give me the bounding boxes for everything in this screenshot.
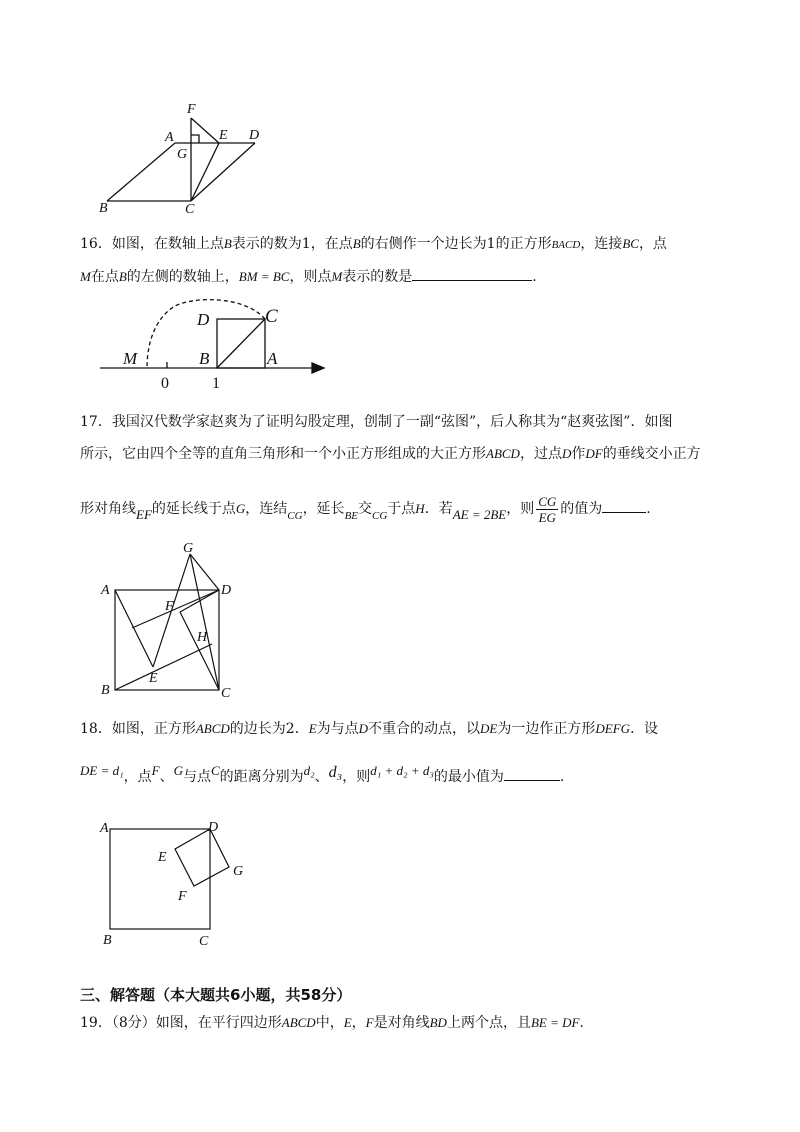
label-G: G [183, 541, 194, 556]
answer-blank-17[interactable] [602, 498, 646, 513]
segment-BH [115, 644, 212, 690]
q17-line-2: 所示，它由四个全等的直角三角形和一个小正方形组成的大正方形ABCD，过点D作DF的垂线交小正方 [80, 446, 701, 462]
segment-AE [115, 590, 153, 667]
q16-line-2: M在点B的左侧的数轴上，BM = BC，则点M表示的数是 . [80, 266, 730, 287]
square-DEFG [175, 829, 229, 886]
label-B: B [199, 349, 210, 368]
segment-CF [180, 612, 219, 690]
label-zero: 0 [161, 375, 169, 392]
answer-blank-18[interactable] [504, 766, 560, 781]
edge-BA [107, 143, 175, 201]
label-M: M [123, 349, 138, 368]
answer-blank-16[interactable] [412, 266, 532, 281]
edge-DC [191, 143, 255, 201]
square-dynamic-figure [95, 814, 255, 954]
label-B: B [101, 683, 110, 698]
label-G: G [177, 147, 188, 162]
zhao-shuang-figure [95, 540, 245, 700]
label-A: A [101, 583, 110, 598]
label-A: A [267, 349, 278, 368]
segment-FE [191, 118, 219, 143]
label-C: C [221, 686, 231, 700]
q19-line-1: 19．（8分）如图，在平行四边形ABCD中，E，F是对角线BD上两个点，且BE = DF. [80, 1015, 584, 1031]
label-D: D [208, 820, 219, 835]
label-C: C [199, 934, 209, 949]
q17-line-1: 17．我国汉代数学家赵爽为了证明勾股定理，创制了一副“弦图”，后人称其为“赵爽弦图”．如图 [80, 414, 673, 430]
fraction-CG-EG: $\frac{CG}{EG}$ [538, 493, 557, 525]
segment-EC [191, 143, 219, 201]
label-D: D [249, 128, 260, 143]
label-A: A [100, 821, 109, 836]
label-C: C [185, 202, 195, 216]
label-G: G [233, 864, 244, 879]
parallelogram-figure [95, 98, 270, 216]
label-B: B [103, 933, 112, 948]
label-D: D [197, 310, 210, 329]
q16-line-1: 16．如图，在数轴上点B表示的数为1，在点B的右侧作一个边长为1的正方形BACD，连接BC，点 [80, 236, 667, 252]
segment-D-to-AE [132, 590, 219, 628]
q18-line-2: DE = d₁，点F、G与点C的距离分别为d₂、d₃，则d₁ + d₂ + d₃的最小值为 . [80, 763, 565, 785]
diagonal-BC [217, 319, 265, 368]
q18-line-1: 18．如图，正方形ABCD的边长为2．E为与点D不重合的动点，以DE为一边作正方形DEFG．设 [80, 721, 659, 737]
label-C: C [265, 306, 278, 327]
segment-FD [180, 590, 219, 612]
label-F: F [178, 889, 187, 904]
segment-GC [190, 554, 219, 690]
label-H: H [197, 630, 208, 645]
label-F: F [165, 599, 174, 614]
number-line-figure [95, 298, 330, 393]
label-A: A [165, 130, 174, 145]
label-E: E [158, 850, 167, 865]
square-ABCD [110, 829, 210, 929]
right-angle-mark [191, 135, 199, 143]
label-B: B [99, 201, 108, 216]
axis-arrow [312, 363, 324, 373]
label-one: 1 [212, 375, 220, 392]
label-D: D [221, 583, 232, 598]
q17-line-3: 形对角线EF的延长线于点G，连结$_{CG}$，延长$_{BE}$交$_{CG}$于点H．若AE = 2BE，则 $\frac{CG}{EG}$ 的值为 . [80, 493, 651, 525]
section-heading: 三、解答题（本大题共6小题，共58分） [80, 986, 352, 1004]
label-E: E [149, 671, 158, 686]
label-E: E [219, 128, 228, 143]
label-F: F [187, 102, 196, 117]
